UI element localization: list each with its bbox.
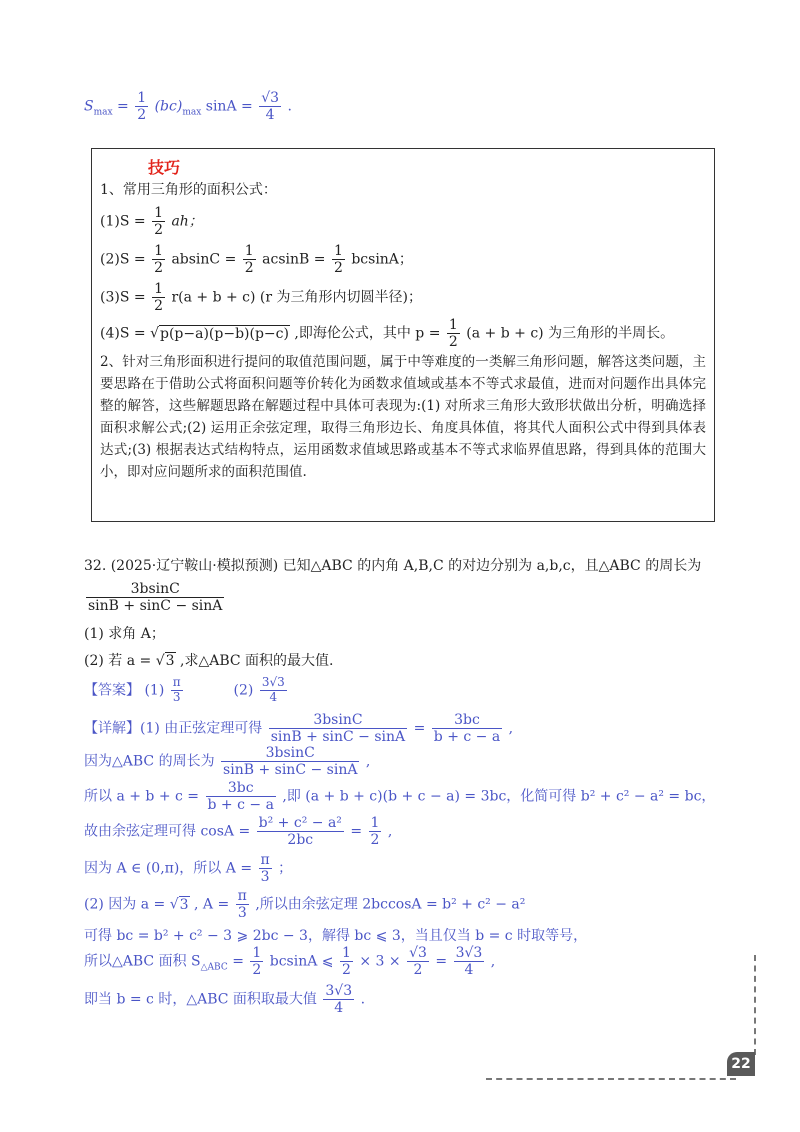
frac (257, 815, 344, 848)
num: 1 (448, 317, 458, 333)
frac (236, 888, 249, 921)
answer-label: 【答案】 (84, 682, 140, 699)
num: π (260, 852, 270, 868)
den: sinB + sinC − sinA (88, 598, 223, 615)
num: √3 (409, 945, 427, 961)
sub: △ABC (200, 962, 228, 973)
den: 2 (448, 334, 458, 351)
frac-root3-4 (259, 90, 281, 123)
num: 3bc (206, 780, 276, 797)
num: 3bsinC (86, 581, 224, 598)
t: ,所以由余弦定理 2bccosA = b² + c² − a² (255, 896, 526, 913)
problem-stem: 32. (2025·辽宁鞍山·模拟预测) 已知△ABC 的内角 A,B,C 的对边分别为 a,b,c，且△ABC 的周长为 (84, 558, 702, 574)
t: , (490, 953, 496, 970)
den: 2 (244, 260, 254, 277)
frac (432, 712, 502, 745)
question-1: (1) 求角 A； (84, 626, 165, 642)
s-sub: max (93, 107, 113, 118)
den: 4 (269, 689, 278, 704)
detail-line-7: 可得 bc = b² + c² − 3 ⩾ 2bc − 3，解得 bc ⩽ 3，当且仅当 b = c 时取等号， (84, 928, 588, 944)
answer-line (84, 676, 289, 705)
den: sinB + sinC − sinA (223, 762, 358, 779)
num: 1 (333, 243, 343, 259)
num: √3 (261, 90, 280, 106)
frac (152, 205, 165, 238)
f1-post: ah； (171, 213, 203, 230)
frac (369, 815, 382, 848)
den: 3 (172, 689, 181, 704)
den: 3 (237, 905, 247, 922)
num: 3bsinC (221, 745, 359, 762)
detail-line-5 (84, 852, 292, 885)
frac (250, 945, 263, 978)
corner-dash-vertical (754, 955, 756, 1055)
f2-b: acsinB = (262, 251, 326, 268)
den: b + c − a (433, 729, 501, 746)
f3-post: r(a + b + c) (r 为三角形内切圆半径)； (171, 289, 422, 306)
t: 故由余弦定理可得 cosA = (84, 823, 251, 840)
f2-pre: (2)S = (100, 251, 146, 268)
t: , A = (194, 896, 230, 913)
frac (407, 945, 429, 978)
t: (1) 由正弦定理可得 (140, 720, 263, 737)
den: 4 (334, 1000, 344, 1017)
t: ； (278, 860, 293, 877)
t: , (387, 823, 393, 840)
detail-line-2 (84, 745, 370, 778)
root: 3 (179, 896, 189, 913)
frac (454, 945, 485, 978)
num: 3bsinC (269, 712, 407, 729)
num: 1 (154, 243, 163, 259)
den: 3 (260, 869, 270, 886)
tips-box (91, 148, 715, 522)
detail-line-3 (84, 780, 715, 813)
num: π (172, 675, 181, 689)
bc-sub: max (182, 107, 202, 118)
s-symbol: S (84, 98, 94, 115)
bc: (bc) (154, 98, 183, 115)
detail-line-9 (84, 983, 365, 1016)
frac (152, 281, 165, 314)
smax-formula (84, 90, 292, 123)
tips-line1: 1、常用三角形的面积公式： (100, 182, 277, 198)
a1: (1) (144, 682, 165, 699)
q2-post: ,求△ABC 面积的最大值. (180, 653, 334, 669)
detail-line-8 (84, 945, 495, 978)
f4-post: (a + b + c) 为三角形的半周长。 (466, 325, 675, 342)
t: ,即 (a + b + c)(b + c − a) = 3bc，化简可得 b² + c² − a² = bc， (282, 788, 716, 805)
frac (259, 852, 272, 885)
frac (152, 243, 165, 276)
q2-root: 3 (165, 653, 175, 669)
frac (323, 983, 354, 1016)
f1-pre: (1)S = (100, 213, 146, 230)
frac (447, 317, 460, 350)
t: 因为 A ∈ (0,π)，所以 A = (84, 860, 253, 877)
den: 2 (137, 107, 147, 124)
detail-line-4 (84, 815, 392, 848)
num: 1 (370, 815, 380, 831)
t: , (365, 753, 371, 770)
t: = (350, 823, 363, 840)
num: 1 (252, 945, 262, 961)
frac (340, 945, 353, 978)
den: 2 (370, 832, 380, 849)
den: 2 (154, 222, 163, 239)
num: 3√3 (261, 675, 285, 689)
q2-pre: (2) 若 a = (84, 653, 152, 669)
a2: (2) (233, 682, 254, 699)
t: 即当 b = c 时，△ABC 面积取最大值 (84, 991, 317, 1008)
t: = (413, 720, 426, 737)
t: 所以 a + b + c = (84, 788, 200, 805)
num: 3√3 (325, 983, 353, 999)
frac (86, 581, 224, 614)
tips-title: 技巧 (148, 158, 181, 177)
num: π (237, 888, 247, 904)
den: 4 (265, 107, 275, 124)
num: b² + c² − a² (258, 815, 342, 831)
den: 4 (464, 962, 474, 979)
num: 3√3 (455, 945, 483, 961)
den: 2 (333, 260, 343, 277)
f2-a: absinC = (171, 251, 237, 268)
den: 2 (413, 962, 423, 979)
num: 1 (137, 90, 147, 106)
frac-half (135, 90, 148, 123)
f4-root: p(p−a)(p−b)(p−c) (159, 325, 289, 342)
page-number: 22 (727, 1052, 755, 1076)
frac (332, 243, 345, 276)
t: × 3 × (359, 953, 401, 970)
tips-formula-1 (100, 205, 203, 238)
detail-line-1 (84, 712, 513, 745)
eq: = (117, 98, 129, 115)
tips-formula-2 (100, 243, 413, 276)
question-2: (2) 若 a = √3 ,求△ABC 面积的最大值. (84, 653, 334, 669)
tips-paragraph-2: 2、针对三角形面积进行提问的取值范围问题，属于中等难度的一类解三角形问题，解答这类问题，主要思路在于借助公式将面积问题等价转化为函数求值域或基本不等式求最值，进而对问题作出具体完整的解答，这些解题思路在解题过程中具体可表现为:(1) 对所求三角形大致形状做出分析，明确选择面积求解公式;(2) 运用正余弦定理，取得三角形边长、角度具体值，将其代人面积公式中得到具体表达式;(3) 根据表达式结构特点，运用函数求值域思路或基本不等式求临界值思路，得到具体的范围大小，即对应问题所求的面积范围值. (100, 354, 706, 480)
den: b + c − a (207, 797, 274, 814)
den: 2 (341, 962, 351, 979)
frac (171, 676, 183, 705)
num: 1 (341, 945, 351, 961)
den: 2bc (287, 832, 314, 849)
f4-mid: ,即海伦公式，其中 p = (294, 325, 441, 342)
frac (269, 712, 407, 745)
num: 1 (154, 205, 163, 221)
num: 1 (154, 281, 163, 297)
t: . (360, 991, 366, 1008)
frac (206, 780, 276, 813)
t: = (232, 953, 244, 970)
sina: sinA = (205, 98, 253, 115)
period: . (287, 98, 292, 115)
tips-formula-4: (4)S = √p(p−a)(p−b)(p−c) ,即海伦公式，其中 p = $\frac{1}{2}$ (a + b + c) 为三角形的半周长。 (100, 317, 675, 351)
f3-pre: (3)S = (100, 289, 146, 306)
t: bcsinA ⩽ (269, 953, 334, 970)
problem-fraction (84, 581, 226, 614)
tips-formula-3 (100, 281, 422, 314)
den: 2 (154, 298, 163, 315)
t: , (508, 720, 514, 737)
den: 2 (252, 962, 262, 979)
detail-line-6: (2) 因为 a = √3 , A = $\frac{\pi}{3}$ ,所以由余弦定理 2bccosA = b² + c² − a² (84, 888, 526, 922)
t: 所以△ABC 面积 S (84, 953, 201, 970)
den: 2 (154, 260, 163, 277)
f4-pre: (4)S = (100, 325, 146, 342)
frac (243, 243, 256, 276)
den: sinB + sinC − sinA (270, 729, 406, 746)
detail-label: 【详解】 (84, 720, 140, 737)
t: 因为△ABC 的周长为 (84, 753, 215, 770)
t: = (435, 953, 448, 970)
num: 3bc (432, 712, 502, 729)
num: 1 (244, 243, 254, 259)
frac (260, 676, 287, 705)
frac (221, 745, 359, 778)
f2-c: bcsinA； (351, 251, 413, 268)
t: (2) 因为 a = (84, 896, 166, 913)
corner-dash-horizontal (486, 1078, 736, 1080)
